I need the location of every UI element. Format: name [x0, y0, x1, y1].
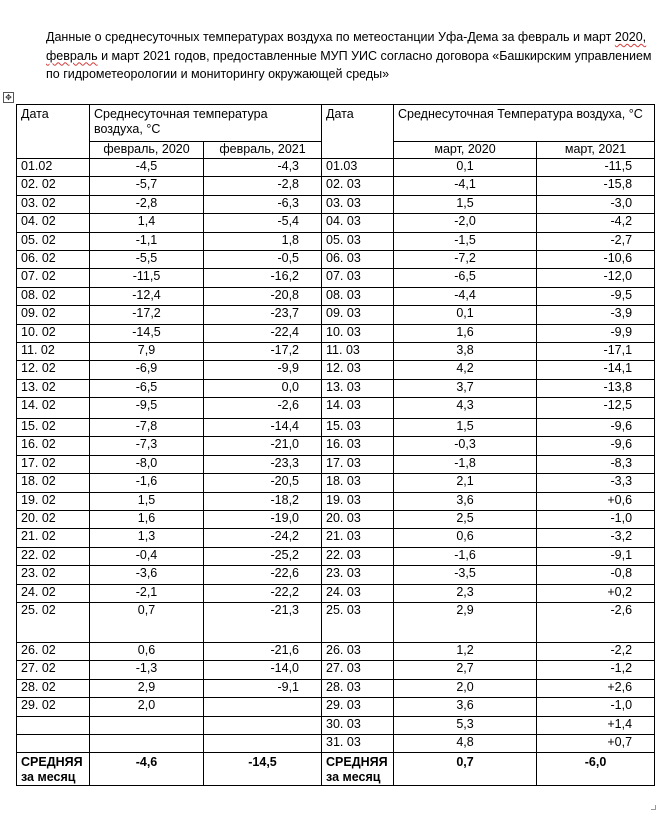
- temp-feb-2021: 1,8: [204, 232, 322, 250]
- table-row: [17, 734, 655, 752]
- temp-feb-2020: 0,7: [90, 602, 204, 642]
- table-row: [17, 250, 655, 268]
- temp-feb-2020: -1,6: [90, 474, 204, 492]
- temp-mar-2021: +0,7: [537, 734, 655, 752]
- table-row: [17, 379, 655, 397]
- date-feb: 08. 02: [17, 287, 90, 305]
- temp-feb-2020: -8,0: [90, 455, 204, 473]
- temp-mar-2020: 3,7: [394, 379, 537, 397]
- temp-mar-2020: 0,1: [394, 159, 537, 177]
- temp-feb-2021: -9,9: [204, 361, 322, 379]
- temp-mar-2021: -2,6: [537, 602, 655, 642]
- date-feb: 12. 02: [17, 361, 90, 379]
- average-label-feb: СРЕДНЯЯ за месяц: [17, 753, 90, 786]
- header-mar-2021: март, 2021: [537, 142, 655, 159]
- date-mar: 09. 03: [322, 306, 394, 324]
- table-row: [17, 584, 655, 602]
- temp-feb-2020: 2,0: [90, 698, 204, 716]
- temp-mar-2021: -9,5: [537, 287, 655, 305]
- date-mar: 27. 03: [322, 661, 394, 679]
- date-mar: 12. 03: [322, 361, 394, 379]
- average-feb-2021: -14,5: [204, 753, 322, 786]
- temp-mar-2020: 2,1: [394, 474, 537, 492]
- header-title-mar: Среднесуточная Температура воздуха, °С: [394, 105, 655, 142]
- date-feb: 07. 02: [17, 269, 90, 287]
- temp-feb-2020: -0,4: [90, 547, 204, 565]
- date-feb: 23. 02: [17, 566, 90, 584]
- temp-mar-2021: -17,1: [537, 342, 655, 360]
- temp-feb-2021: [204, 716, 322, 734]
- temp-feb-2021: -23,7: [204, 306, 322, 324]
- header-title-feb: Среднесуточная температура воздуха, °С: [90, 105, 322, 142]
- average-mar-2020: 0,7: [394, 753, 537, 786]
- date-feb: 19. 02: [17, 492, 90, 510]
- table-row: [17, 455, 655, 473]
- table-row: [17, 342, 655, 360]
- temp-feb-2020: -6,9: [90, 361, 204, 379]
- temp-feb-2021: -4,3: [204, 159, 322, 177]
- date-mar: 30. 03: [322, 716, 394, 734]
- table-row: [17, 159, 655, 177]
- temperature-table: [16, 104, 655, 786]
- temp-feb-2021: -23,3: [204, 455, 322, 473]
- temp-mar-2020: 3,8: [394, 342, 537, 360]
- header-feb-2021: февраль, 2021: [204, 142, 322, 159]
- table-row: [17, 269, 655, 287]
- temp-feb-2021: -5,4: [204, 214, 322, 232]
- temp-mar-2020: 5,3: [394, 716, 537, 734]
- date-mar: 01.03: [322, 159, 394, 177]
- temp-mar-2021: -11,5: [537, 159, 655, 177]
- table-row: [17, 306, 655, 324]
- temp-feb-2021: -20,8: [204, 287, 322, 305]
- date-mar: 25. 03: [322, 602, 394, 642]
- temp-mar-2020: -1,8: [394, 455, 537, 473]
- temp-mar-2020: 2,5: [394, 511, 537, 529]
- date-feb: 15. 02: [17, 419, 90, 437]
- date-mar: 31. 03: [322, 734, 394, 752]
- table-row: [17, 214, 655, 232]
- table-row: [17, 661, 655, 679]
- date-feb: 05. 02: [17, 232, 90, 250]
- date-mar: 04. 03: [322, 214, 394, 232]
- date-feb: 10. 02: [17, 324, 90, 342]
- temp-mar-2020: 3,6: [394, 492, 537, 510]
- temp-mar-2021: -1,0: [537, 511, 655, 529]
- table-row: [17, 437, 655, 455]
- temp-mar-2021: +2,6: [537, 679, 655, 697]
- date-mar: 02. 03: [322, 177, 394, 195]
- date-feb: 04. 02: [17, 214, 90, 232]
- date-feb: 25. 02: [17, 602, 90, 642]
- date-feb: 03. 02: [17, 195, 90, 213]
- temp-mar-2021: -3,2: [537, 529, 655, 547]
- date-feb: 17. 02: [17, 455, 90, 473]
- table-row: [17, 398, 655, 419]
- temp-feb-2021: -2,6: [204, 398, 322, 419]
- temp-mar-2020: -6,5: [394, 269, 537, 287]
- temp-feb-2020: 7,9: [90, 342, 204, 360]
- average-mar-2021: -6,0: [537, 753, 655, 786]
- temp-mar-2020: -4,4: [394, 287, 537, 305]
- temp-mar-2020: 2,3: [394, 584, 537, 602]
- date-feb: 27. 02: [17, 661, 90, 679]
- average-row: [17, 753, 655, 786]
- table-row: [17, 511, 655, 529]
- date-mar: 06. 03: [322, 250, 394, 268]
- temp-feb-2020: [90, 734, 204, 752]
- table-row: [17, 177, 655, 195]
- temp-mar-2021: -2,7: [537, 232, 655, 250]
- temp-mar-2021: -9,9: [537, 324, 655, 342]
- temp-mar-2020: 2,7: [394, 661, 537, 679]
- intro-text-start: Данные о среднесуточных температурах воздуха по метеостанции Уфа-Дема за февраль и март: [46, 30, 615, 44]
- table-row: [17, 361, 655, 379]
- date-mar: 28. 03: [322, 679, 394, 697]
- temp-mar-2021: -0,8: [537, 566, 655, 584]
- temp-mar-2020: -2,0: [394, 214, 537, 232]
- temp-feb-2021: -24,2: [204, 529, 322, 547]
- intro-paragraph: [46, 28, 652, 84]
- date-feb: 18. 02: [17, 474, 90, 492]
- date-mar: 22. 03: [322, 547, 394, 565]
- temp-feb-2020: -9,5: [90, 398, 204, 419]
- date-feb: 21. 02: [17, 529, 90, 547]
- temp-feb-2020: -4,5: [90, 159, 204, 177]
- date-mar: 11. 03: [322, 342, 394, 360]
- temp-feb-2021: -22,4: [204, 324, 322, 342]
- date-mar: 08. 03: [322, 287, 394, 305]
- date-feb: 14. 02: [17, 398, 90, 419]
- date-mar: 17. 03: [322, 455, 394, 473]
- temp-mar-2020: 3,6: [394, 698, 537, 716]
- temp-feb-2020: -12,4: [90, 287, 204, 305]
- temp-mar-2021: +0,6: [537, 492, 655, 510]
- table-row: [17, 716, 655, 734]
- date-mar: 10. 03: [322, 324, 394, 342]
- temp-mar-2021: -9,1: [537, 547, 655, 565]
- table-row: [17, 492, 655, 510]
- date-feb: 22. 02: [17, 547, 90, 565]
- table-row: [17, 679, 655, 697]
- header-feb-2020: февраль, 2020: [90, 142, 204, 159]
- temp-feb-2020: 1,5: [90, 492, 204, 510]
- date-mar: 18. 03: [322, 474, 394, 492]
- date-feb: 02. 02: [17, 177, 90, 195]
- date-mar: 05. 03: [322, 232, 394, 250]
- date-feb: 06. 02: [17, 250, 90, 268]
- date-feb: 16. 02: [17, 437, 90, 455]
- date-feb: 29. 02: [17, 698, 90, 716]
- table-row: [17, 232, 655, 250]
- date-mar: 20. 03: [322, 511, 394, 529]
- temp-feb-2021: -21,0: [204, 437, 322, 455]
- table-header-row: [17, 105, 655, 142]
- temp-feb-2020: -6,5: [90, 379, 204, 397]
- date-mar: 13. 03: [322, 379, 394, 397]
- temp-mar-2021: +1,4: [537, 716, 655, 734]
- temp-mar-2020: -0,3: [394, 437, 537, 455]
- date-mar: 16. 03: [322, 437, 394, 455]
- temp-mar-2021: -9,6: [537, 437, 655, 455]
- temp-mar-2021: -12,0: [537, 269, 655, 287]
- temp-feb-2021: 0,0: [204, 379, 322, 397]
- table-row: [17, 474, 655, 492]
- table-row: [17, 419, 655, 437]
- table-row: [17, 195, 655, 213]
- temp-feb-2021: -22,6: [204, 566, 322, 584]
- date-mar: 21. 03: [322, 529, 394, 547]
- temp-feb-2021: -21,3: [204, 602, 322, 642]
- temp-feb-2021: [204, 698, 322, 716]
- average-feb-2020: -4,6: [90, 753, 204, 786]
- temp-mar-2021: +0,2: [537, 584, 655, 602]
- temp-feb-2021: -14,0: [204, 661, 322, 679]
- temp-mar-2020: 1,6: [394, 324, 537, 342]
- table-move-handle-icon[interactable]: ✥: [3, 92, 14, 103]
- date-mar: 15. 03: [322, 419, 394, 437]
- temp-mar-2021: -15,8: [537, 177, 655, 195]
- temp-feb-2021: -6,3: [204, 195, 322, 213]
- table-row: [17, 642, 655, 660]
- temp-mar-2021: -3,3: [537, 474, 655, 492]
- temp-mar-2020: -4,1: [394, 177, 537, 195]
- table-row: [17, 547, 655, 565]
- temp-feb-2021: -22,2: [204, 584, 322, 602]
- average-label-mar: СРЕДНЯЯ за месяц: [322, 753, 394, 786]
- temp-feb-2021: -2,8: [204, 177, 322, 195]
- date-mar: 29. 03: [322, 698, 394, 716]
- temp-mar-2020: 0,1: [394, 306, 537, 324]
- header-date-mar: Дата: [322, 105, 394, 159]
- temp-mar-2020: 1,5: [394, 195, 537, 213]
- temp-mar-2021: -10,6: [537, 250, 655, 268]
- date-mar: 03. 03: [322, 195, 394, 213]
- temp-feb-2021: -18,2: [204, 492, 322, 510]
- temp-feb-2020: -11,5: [90, 269, 204, 287]
- header-mar-2020: март, 2020: [394, 142, 537, 159]
- date-mar: 24. 03: [322, 584, 394, 602]
- temp-feb-2020: -2,1: [90, 584, 204, 602]
- temp-mar-2020: 1,2: [394, 642, 537, 660]
- temp-feb-2020: 2,9: [90, 679, 204, 697]
- temp-mar-2020: 4,3: [394, 398, 537, 419]
- date-mar: 19. 03: [322, 492, 394, 510]
- date-feb: 24. 02: [17, 584, 90, 602]
- temp-feb-2020: [90, 716, 204, 734]
- date-feb: 26. 02: [17, 642, 90, 660]
- temp-mar-2020: 2,9: [394, 602, 537, 642]
- temp-feb-2021: -19,0: [204, 511, 322, 529]
- intro-text-end: и март 2021 годов, предоставленные МУП УИС согласно договора «Башкирским управлением по гидрометеорологии и мониторингу окружающей среды»: [46, 48, 652, 81]
- temp-feb-2021: -16,2: [204, 269, 322, 287]
- date-feb: 09. 02: [17, 306, 90, 324]
- temp-feb-2021: -17,2: [204, 342, 322, 360]
- temp-mar-2020: -1,5: [394, 232, 537, 250]
- temp-feb-2020: -5,5: [90, 250, 204, 268]
- date-mar: 26. 03: [322, 642, 394, 660]
- temp-feb-2021: -0,5: [204, 250, 322, 268]
- date-feb: 01.02: [17, 159, 90, 177]
- table-row: [17, 602, 655, 642]
- temp-feb-2020: 1,4: [90, 214, 204, 232]
- temp-feb-2021: -14,4: [204, 419, 322, 437]
- temp-mar-2020: 2,0: [394, 679, 537, 697]
- temp-mar-2020: 0,6: [394, 529, 537, 547]
- date-feb: 13. 02: [17, 379, 90, 397]
- temp-feb-2020: -2,8: [90, 195, 204, 213]
- table-row: [17, 287, 655, 305]
- temp-mar-2021: -1,0: [537, 698, 655, 716]
- temp-mar-2020: -7,2: [394, 250, 537, 268]
- temp-feb-2020: -17,2: [90, 306, 204, 324]
- table-row: [17, 566, 655, 584]
- date-mar: 23. 03: [322, 566, 394, 584]
- temp-mar-2021: -3,9: [537, 306, 655, 324]
- temp-mar-2021: -12,5: [537, 398, 655, 419]
- date-feb: 20. 02: [17, 511, 90, 529]
- temp-feb-2020: -3,6: [90, 566, 204, 584]
- temp-mar-2021: -3,0: [537, 195, 655, 213]
- header-date-feb: Дата: [17, 105, 90, 159]
- temp-feb-2020: -1,1: [90, 232, 204, 250]
- temp-feb-2020: -1,3: [90, 661, 204, 679]
- temp-mar-2020: 1,5: [394, 419, 537, 437]
- temp-feb-2020: 1,3: [90, 529, 204, 547]
- temp-feb-2020: -14,5: [90, 324, 204, 342]
- temp-feb-2020: -7,8: [90, 419, 204, 437]
- table-row: [17, 324, 655, 342]
- table-resize-handle[interactable]: [651, 805, 656, 810]
- temp-mar-2021: -1,2: [537, 661, 655, 679]
- temp-mar-2021: -4,2: [537, 214, 655, 232]
- temp-mar-2021: -2,2: [537, 642, 655, 660]
- temp-mar-2021: -9,6: [537, 419, 655, 437]
- temp-mar-2020: 4,8: [394, 734, 537, 752]
- temp-feb-2021: -21,6: [204, 642, 322, 660]
- temp-feb-2021: [204, 734, 322, 752]
- date-mar: 07. 03: [322, 269, 394, 287]
- temp-mar-2021: -14,1: [537, 361, 655, 379]
- temp-feb-2020: -5,7: [90, 177, 204, 195]
- table-row: [17, 529, 655, 547]
- intro-spellcheck-text: 2020, февраль: [46, 30, 647, 63]
- temp-feb-2020: 1,6: [90, 511, 204, 529]
- temp-mar-2021: -8,3: [537, 455, 655, 473]
- temp-feb-2020: -7,3: [90, 437, 204, 455]
- date-feb: 11. 02: [17, 342, 90, 360]
- temp-feb-2020: 0,6: [90, 642, 204, 660]
- date-feb: [17, 734, 90, 752]
- temp-mar-2020: -3,5: [394, 566, 537, 584]
- temp-mar-2020: -1,6: [394, 547, 537, 565]
- date-feb: [17, 716, 90, 734]
- date-mar: 14. 03: [322, 398, 394, 419]
- temp-mar-2020: 4,2: [394, 361, 537, 379]
- temp-feb-2021: -20,5: [204, 474, 322, 492]
- temp-feb-2021: -25,2: [204, 547, 322, 565]
- date-feb: 28. 02: [17, 679, 90, 697]
- temp-feb-2021: -9,1: [204, 679, 322, 697]
- table-row: [17, 698, 655, 716]
- temp-mar-2021: -13,8: [537, 379, 655, 397]
